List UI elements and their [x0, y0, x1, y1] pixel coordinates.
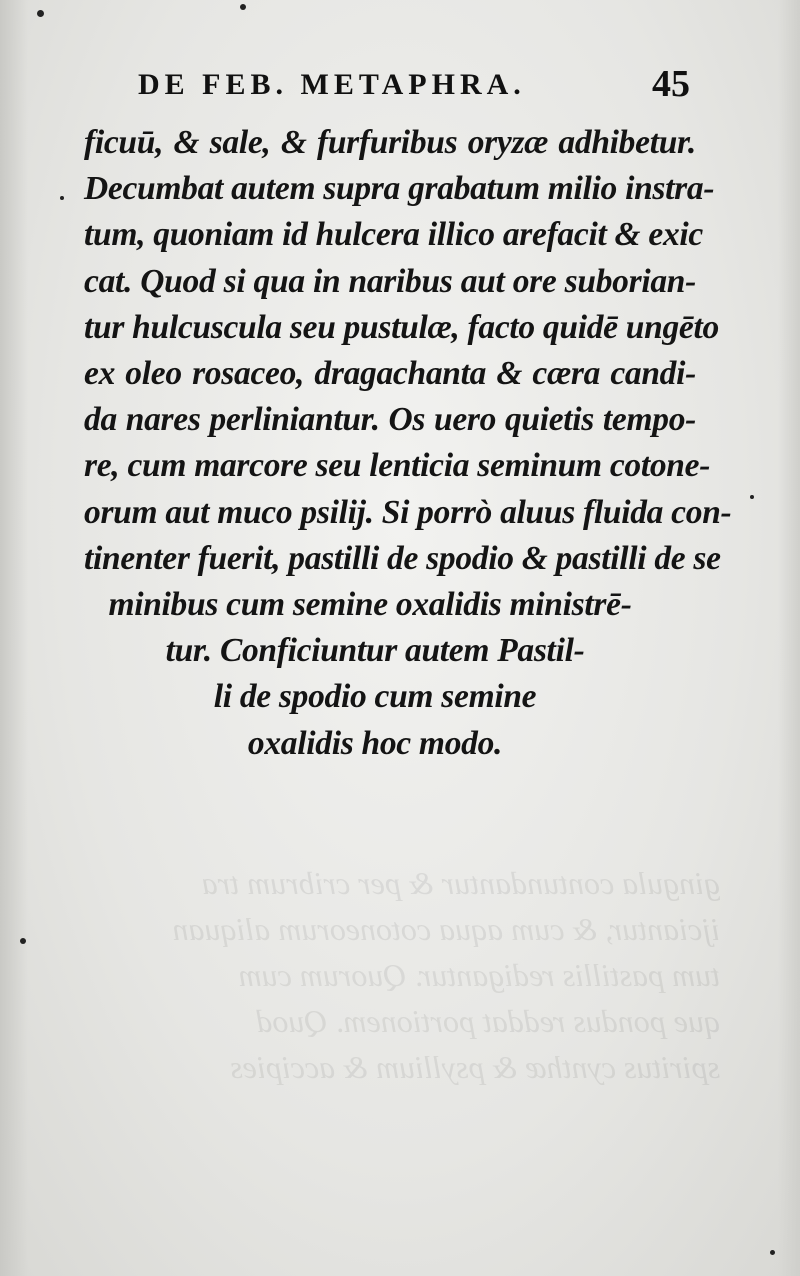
page-header [130, 62, 690, 112]
ink-speck [240, 4, 246, 10]
ink-speck [770, 1250, 775, 1255]
text-line: tum, quoniam id hulcera illico arefacit & exic [84, 216, 703, 254]
text-line-centered: minibus cum semine oxalidis ministrē- [108, 586, 632, 624]
page-shadow-right [778, 0, 800, 1276]
text-line: re, cum marcore seu lenticia seminum cotone- [84, 447, 711, 485]
text-line: tur hulcuscula seu pustulæ, facto quidē ungēto [84, 308, 719, 346]
text-line: ex oleo rosaceo, dragachanta & cæra candi- [84, 355, 696, 393]
show-through-bleed: gingula contundantur & per cribrum tra ijciantur, & cum aqua cotoneorum aliquan tum pastillis redigantur. Quorum cum que pondus reddat portionem. Quod spiritus cynthæ & psyllium & accipies [172, 865, 720, 1085]
text-line: tinenter fuerit, pastilli de spodio & pastilli de se [84, 539, 721, 577]
text-line-centered: oxalidis hoc modo. [247, 724, 503, 762]
running-head: DE FEB. METAPHRA. [138, 68, 526, 101]
body-text [84, 120, 732, 767]
ink-speck [750, 495, 754, 499]
page-number: 45 [652, 63, 690, 105]
text-line-centered: tur. Conficiuntur autem Pastil- [165, 632, 585, 670]
page-shadow-left [0, 0, 28, 1276]
text-line-centered: li de spodio cum semine [213, 678, 537, 716]
ink-speck [37, 10, 44, 17]
ink-speck [60, 196, 64, 200]
text-line: cat. Quod si qua in naribus aut ore suborian- [84, 262, 696, 300]
text-line: Decumbat autem supra grabatum milio instra- [84, 170, 715, 208]
text-line: orum aut muco psilij. Si porrò aluus fluida con- [84, 493, 732, 531]
ink-speck [20, 938, 26, 944]
text-line: ficuū, & sale, & furfuribus oryzæ adhibetur. [84, 124, 696, 161]
text-line: da nares perliniantur. Os uero quietis tempo- [84, 401, 696, 439]
